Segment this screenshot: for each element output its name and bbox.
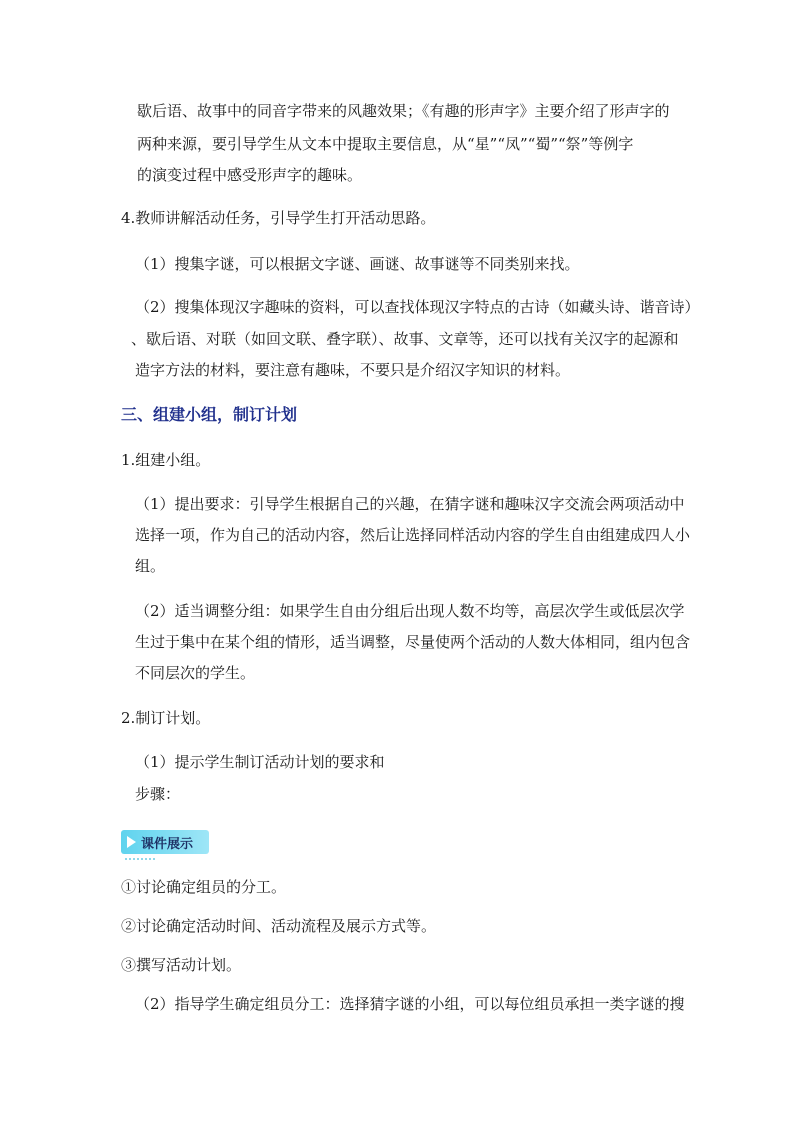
sub-item: （2）适当调整分组：如果学生自由分组后出现人数不均等，高层次学生或低层次学 <box>135 602 685 620</box>
paragraph-line: 歇后语、故事中的同音字带来的风趣效果；《有趣的形声字》主要介绍了形声字的 <box>137 102 670 120</box>
numbered-item: 4.教师讲解活动任务，引导学生打开活动思路。 <box>121 209 436 227</box>
paragraph-line: 的演变过程中感受形声字的趣味。 <box>137 166 363 184</box>
paragraph-line: 生过于集中在某个组的情形，适当调整，尽量使两个活动的人数大体相同，组内包含 <box>135 633 691 651</box>
paragraph-line: 两种来源，要引导学生从文本中提取主要信息，从“星”“凤”“蜀”“祭”等例字 <box>137 135 634 153</box>
paragraph-line: 造字方法的材料，要注意有趣味，不要只是介绍汉字知识的材料。 <box>135 361 571 379</box>
sub-item: （2）指导学生确定组员分工：选择猜字谜的小组，可以每位组员承担一类字谜的搜 <box>135 995 685 1013</box>
list-item: ③撰写活动计划。 <box>121 956 242 974</box>
sub-item: （2）搜集体现汉字趣味的资料，可以查找体现汉字特点的古诗（如藏头诗、谐音诗） <box>135 298 700 316</box>
list-item: ①讨论确定组员的分工。 <box>121 878 287 896</box>
courseware-badge <box>121 830 209 854</box>
paragraph-line: 步骤： <box>135 785 181 803</box>
paragraph-line: 不同层次的学生。 <box>135 664 256 682</box>
paragraph-line: 组。 <box>135 557 166 575</box>
numbered-item: 2.制订计划。 <box>121 709 211 727</box>
sub-item: （1）提示学生制订活动计划的要求和 <box>135 753 385 771</box>
sub-item: （1）提出要求：引导学生根据自己的兴趣，在猜字谜和趣味汉字交流会两项活动中 <box>135 495 685 513</box>
list-item: ②讨论确定活动时间、活动流程及展示方式等。 <box>121 917 437 935</box>
badge-underline <box>125 856 155 860</box>
section-heading: 三、组建小组，制订计划 <box>121 405 298 424</box>
paragraph-line: 选择一项，作为自己的活动内容，然后让选择同样活动内容的学生自由组建成四人小 <box>135 526 691 544</box>
play-triangle-icon <box>127 836 136 848</box>
paragraph-line: 、歇后语、对联（如回文联、叠字联）、故事、文章等，还可以找有关汉字的起源和 <box>131 330 679 348</box>
numbered-item: 1.组建小组。 <box>121 451 211 469</box>
sub-item: （1）搜集字谜，可以根据文字谜、画谜、故事谜等不同类别来找。 <box>135 255 580 273</box>
badge-label: 课件展示 <box>141 836 194 852</box>
